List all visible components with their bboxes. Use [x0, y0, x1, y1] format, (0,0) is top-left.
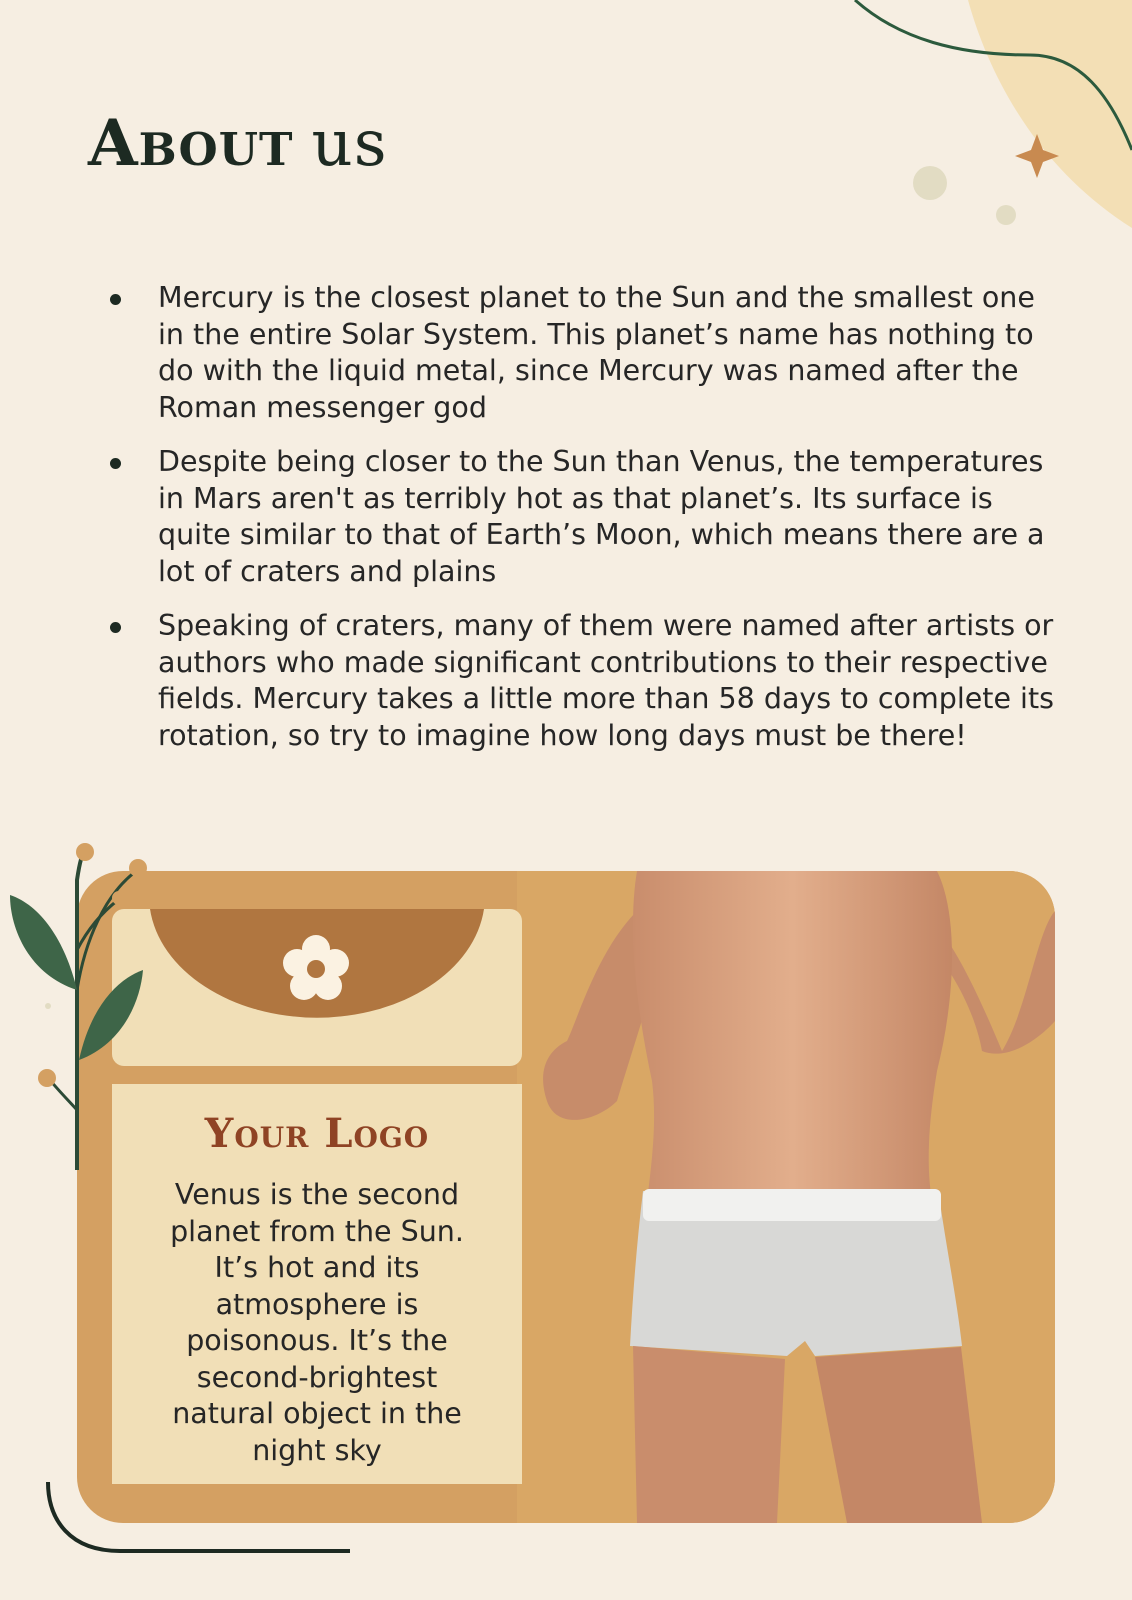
dot-large: [913, 166, 947, 200]
venus-description: Venus is the second planet from the Sun. It’s hot and its atmosphere is poisonous. It’s the second-brightest natural object in the night sky: [170, 1178, 464, 1467]
cream-blob: [968, 0, 1132, 228]
title-bold: About: [88, 106, 294, 181]
dot-small: [996, 205, 1016, 225]
bullet-text: Mercury is the closest planet to the Sun and the smallest one in the entire Solar System. This planet’s name has nothing to do with the liquid metal, since Mercury was named after the Roman messenger god: [158, 281, 1035, 424]
title-regular: us: [311, 107, 388, 181]
bottom-curve-decoration: [0, 0, 360, 1600]
bullet-text: Despite being closer to the Sun than Venus, the temperatures in Mars aren't as terribly hot as that planet’s. Its surface is quite similar to that of Earth’s Moon, which means there are a lot of craters and plains: [158, 445, 1045, 588]
bullet-text: Speaking of craters, many of them were named after artists or authors who made significant contributions to their respective fields. Mercury takes a little more than 58 days to complete its rotation, so try to imagine how long days must be there!: [158, 609, 1054, 752]
logo-text: Your Logo: [204, 1110, 430, 1157]
